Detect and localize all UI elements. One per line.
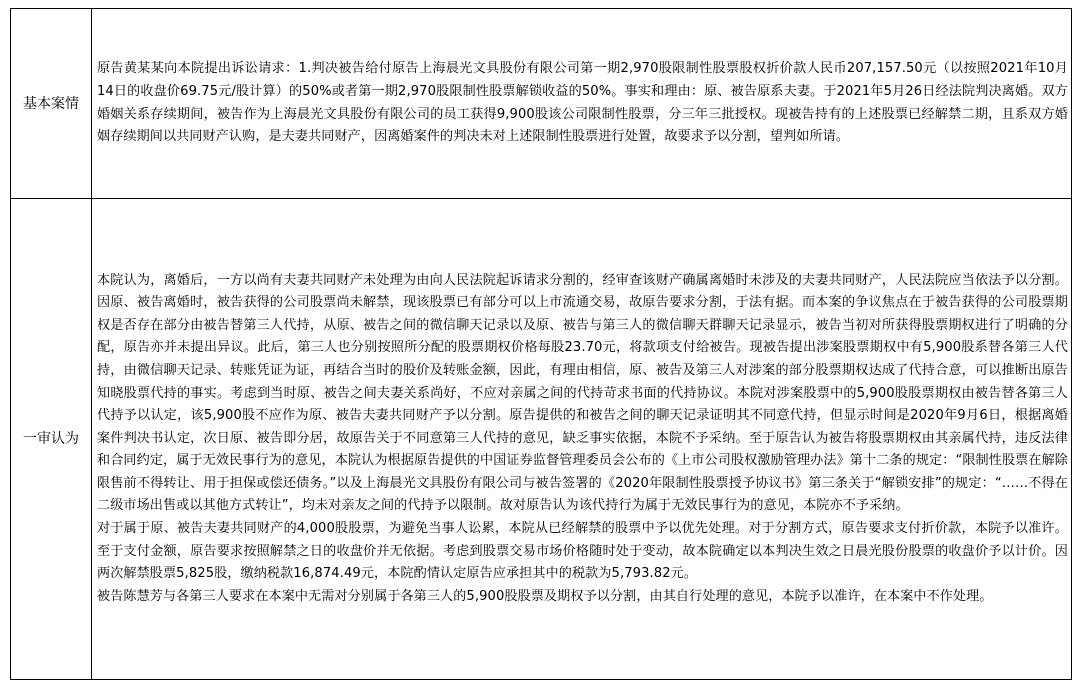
opinion-paragraph-3: 被告陈慧芳与各第三人要求在本案中无需对分别属于各第三人的5,900股股票及期权予以分割，由其自行处理的意见，本院予以准许，在本案中不作处理。 — [97, 588, 993, 604]
opinion-paragraph-1: 本院认为，离婚后，一方以尚有夫妻共同财产未处理为由向人民法院起诉请求分割的，经审查该财产确属离婚时未涉及的夫妻共同财产，人民法院应当依法予以分割。因原、被告离婚时，被告获得的公司股票尚未解禁，现该股票已有部分可以上市流通交易，故原告要求分割，于法有据。而本案的争议焦点在于被告获得的公司股票期权是否存在部分由被告替第三人代持，从原、被告之间的微信聊天记录以及原、被告与第三人的微信聊天群聊天记录显示，被告当初对所获得股票期权进行了明确的分配，原告亦并未提出异议。此后，第三人也分别按照所分配的股票期权价格每股23.70元，将款项支付给被告。现被告提出涉案股票期权中有5,900股系替各第三人代持，由微信聊天记录、转账凭证为证，再结合当时的股价及转账金额，因此，有理由相信，原、被告及第三人对涉案的部分股票期权达成了代持合意，可以推断出原告知晓股票代持的事实。考虑到当时原、被告之间夫妻关系尚好，不应对亲属之间的代持苛求书面的代持协议。本院对涉案股票中的5,900股股票期权由被告替各第三人代持予以认定，该5,900股不应作为原、被告夫妻共同财产予以分割。原告提供的和被告之间的聊天记录证明其不同意代持，但显示时间是2020年9月6日，根据离婚案件判决书认定，次日原、被告即分居，故原告关于不同意第三人代持的意见，缺乏事实依据，本院不予采纳。至于原告认为被告将股票期权由其亲属代持，违反法律和合同约定，属于无效民事行为的意见，本院认为根据原告提供的中国证券监督管理委员会公布的《上市公司股权激励管理办法》第十二条的规定：“限制性股票在解除限售前不得转让、用于担保或偿还债务。”以及上海晨光文具股份有限公司与被告签署的《2020年限制性股票授予协议书》第三条关于“解锁安排”的规定：“……不得在二级市场出售或以其他方式转让”，均未对亲友之间的代持予以限制。故对原告认为该代持行为属于无效民事行为的意见，本院亦不予采纳。 — [97, 272, 1068, 514]
case-summary-table — [10, 8, 1072, 680]
row-content-first-instance-opinion — [92, 199, 1072, 680]
table-row-first-instance-opinion — [11, 199, 1072, 680]
basic-facts-paragraph: 原告黄某某向本院提出诉讼请求：1.判决被告给付原告上海晨光文具股份有限公司第一期2,970股限制性股票股权折价款人民币207,157.50元（以按照2021年10月14日的收盘价69.75元/股计算）的50%或者第一期2,970股限制性股票解锁收益的50%。事实和理由：原、被告原系夫妻。于2021年5月26日经法院判决离婚。双方婚姻关系存续期间，被告作为上海晨光文具股份有限公司的员工获得9,900股该公司限制性股票，分三年三批授权。现被告持有的上述股票已经解禁二期，且系双方婚姻存续期间以共同财产认购，是夫妻共同财产，因离婚案件的判决未对上述限制性股票进行处置，故要求予以分割，望判如所请。 — [97, 61, 1068, 145]
row-label-first-instance-opinion: 一审认为 — [11, 199, 92, 680]
table-row-basic-facts — [11, 9, 1072, 199]
opinion-paragraph-2: 对于属于原、被告夫妻共同财产的4,000股股票，为避免当事人讼累，本院从已经解禁的股票中予以优先处理。对于分割方式，原告要求支付折价款，本院予以准许。至于支付金额，原告要求按照解禁之日的收盘价并无依据。考虑到股票交易市场价格随时处于变动，故本院确定以本判决生效之日晨光股份股票的收盘价予以计价。因两次解禁股票5,825股，缴纳税款16,874.49元，本院酌情认定原告应承担其中的税款为5,793.82元。 — [97, 521, 1068, 582]
row-content-basic-facts — [92, 9, 1072, 199]
row-label-basic-facts: 基本案情 — [11, 9, 92, 199]
